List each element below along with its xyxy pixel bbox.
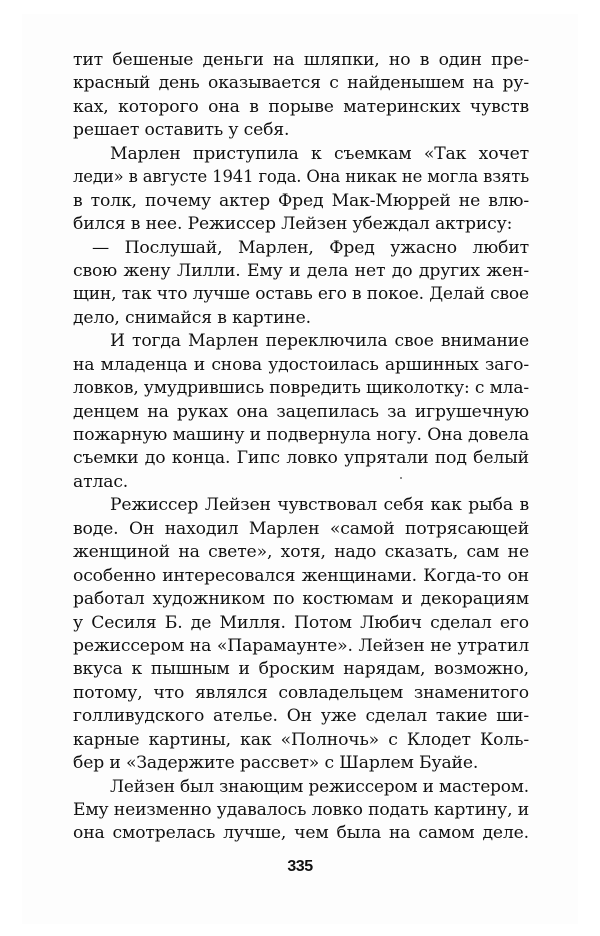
text-line: атлас. xyxy=(73,471,129,492)
text-line: свою жену Лилли. Ему и дела нет до других жен- xyxy=(73,260,529,281)
text-line: леди» в августе 1941 года. Она никак не могла взять xyxy=(73,167,529,188)
body-text xyxy=(73,49,529,846)
text-line: в толк, почему актер Фред Мак-Мюррей не влю- xyxy=(73,190,529,211)
text-line: решает оставить у себя. xyxy=(73,120,290,141)
text-line: Режиссер Лейзен чувствовал себя как рыба в xyxy=(110,495,529,516)
text-line: щин, так что лучше оставь его в покое. Делай свое xyxy=(73,284,529,305)
text-line: красный день оказывается с найденышем на ру- xyxy=(73,73,529,94)
text-line: на младенца и снова удостоилась аршинных заго- xyxy=(73,354,529,375)
text-line: бер и «Задержите рассвет» с Шарлем Буайе. xyxy=(73,753,479,774)
text-line: у Сесиля Б. де Милля. Потом Любич сделал его xyxy=(73,612,529,633)
text-line: женщиной на свете», хотя, надо сказать, сам не xyxy=(73,542,529,563)
text-line: Лейзен был знающим режиссером и мастером. xyxy=(110,776,529,797)
text-line: Ему неизменно удавалось ловко подать картину, и xyxy=(73,800,529,820)
text-line: И тогда Марлен переключила свое внимание xyxy=(110,331,529,352)
text-line: воде. Он находил Марлен «самой потрясающей xyxy=(73,518,529,539)
text-line: работал художником по костюмам и декорациям xyxy=(73,589,529,610)
text-line: дело, снимайся в картине. xyxy=(73,307,311,328)
text-line: особенно интересовался женщинами. Когда-то он xyxy=(73,565,529,586)
text-line: денцем на руках она зацепилась за игрушечную xyxy=(73,401,529,422)
page-number: 335 xyxy=(287,858,313,875)
text-line: карные картины, как «Полночь» с Клодет Коль- xyxy=(73,729,529,750)
text-line: ках, которого она в порыве материнских чувств xyxy=(73,96,529,117)
text-line: потому, что являлся совладельцем знаменитого xyxy=(73,682,529,703)
text-line: пожарную машину и подвернула ногу. Она довела xyxy=(73,425,529,445)
text-line: тит бешеные деньги на шляпки, но в один пре- xyxy=(73,50,529,70)
text-line: ловков, умудрившись повредить щиколотку: с мла- xyxy=(73,378,529,399)
text-line: бился в нее. Режиссер Лейзен убеждал актрису: xyxy=(73,214,513,235)
text-line: съемки до конца. Гипс ловко упрятали под белый xyxy=(73,448,529,469)
text-line: Марлен приступила к съемкам «Так хочет xyxy=(110,143,529,164)
text-line: она смотрелась лучше, чем была на самом деле. xyxy=(73,823,529,844)
text-line: режиссером на «Парамаунте». Лейзен не утратил xyxy=(73,635,529,656)
text-line: голливудского ателье. Он уже сделал такие ши- xyxy=(73,706,529,727)
text-line: — Послушай, Марлен, Фред ужасно любит xyxy=(92,237,529,258)
text-line: вкуса к пышным и броским нарядам, возможно, xyxy=(73,659,529,680)
